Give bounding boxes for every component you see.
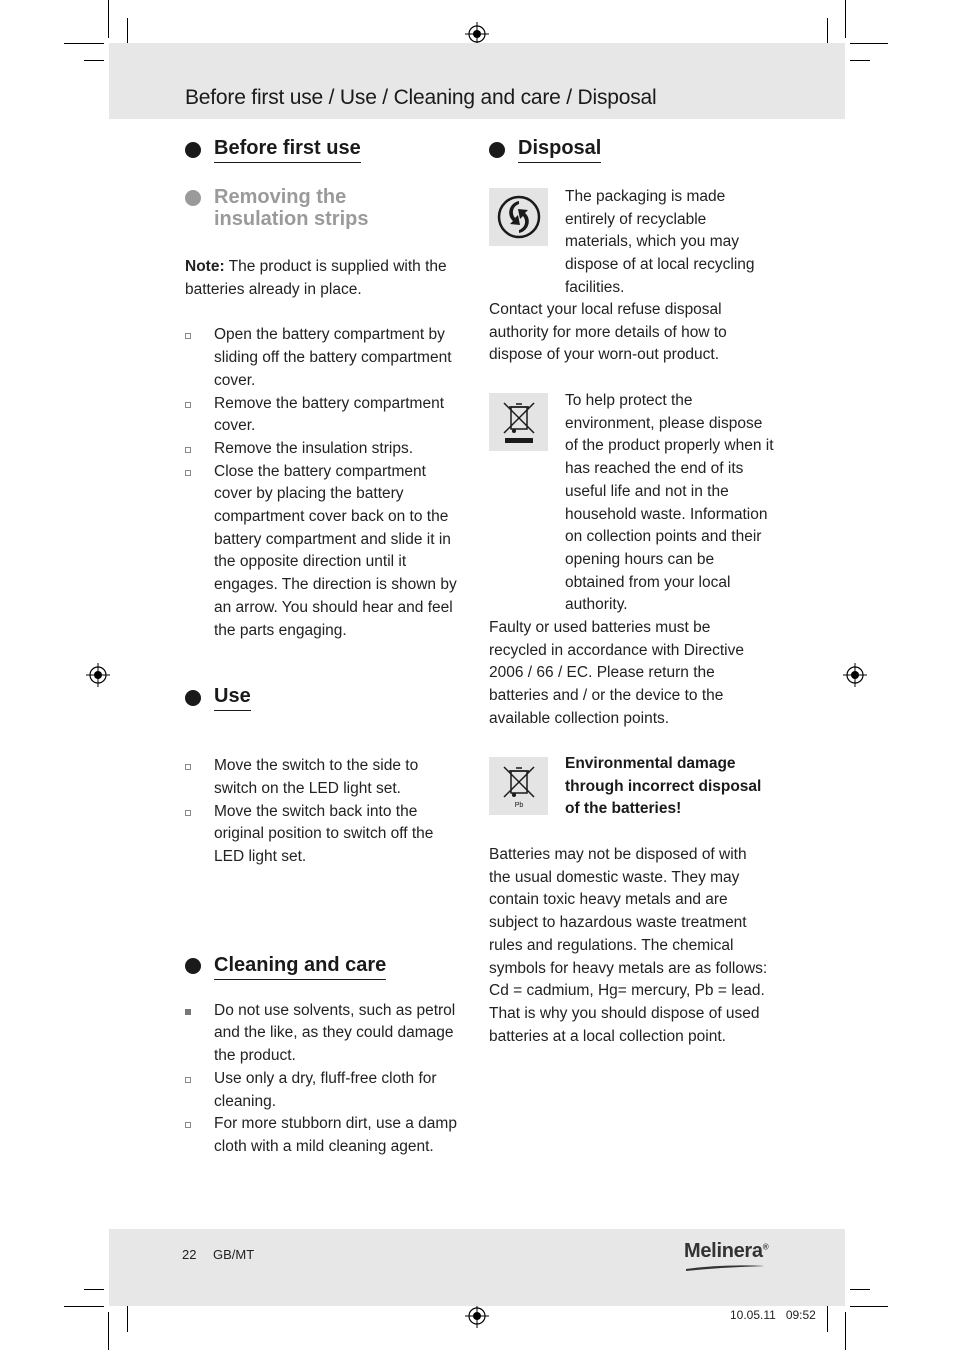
warning-square-icon (185, 1009, 191, 1015)
section-disposal (489, 136, 774, 163)
list-item (185, 1000, 465, 1068)
step-text: Use only a dry, fluff-free cloth for cleaning. (214, 1069, 437, 1110)
language-code: GB/MT (213, 1247, 255, 1262)
crop-mark (850, 43, 888, 44)
right-column (489, 136, 774, 1096)
recycling-icon-box (489, 188, 548, 246)
steps-list (185, 324, 465, 642)
section-use (185, 684, 465, 711)
step-text: Move the switch back into the original position to switch off the LED light set. (214, 802, 434, 866)
brand-swoosh-icon (684, 1262, 768, 1272)
crop-mark (64, 1306, 104, 1307)
subsection-title: Removing the insulation strips (214, 186, 369, 230)
bullet-dot-icon (489, 142, 505, 158)
crop-mark (827, 1302, 828, 1332)
note-text: The product is supplied with the batteries already in place. (185, 258, 447, 298)
crop-mark (108, 1312, 109, 1350)
bullet-dot-icon (185, 190, 201, 206)
crop-mark (850, 60, 870, 61)
list-item (185, 755, 465, 800)
section-title: Cleaning and care (214, 953, 386, 980)
crop-mark (64, 43, 104, 44)
crop-mark (127, 1302, 128, 1332)
registration-mark-icon (86, 663, 110, 687)
section-cleaning (185, 953, 465, 980)
packaging-text: The packaging is made entirely of recyclable materials, which you may dispose of at local recycling facilities. (565, 188, 755, 296)
subsection-removing-strips (185, 186, 465, 230)
battery-warning-text: Environmental damage through incorrect disposal of the batteries! (565, 755, 762, 818)
note-paragraph (185, 256, 465, 301)
crop-mark (845, 1312, 846, 1350)
registration-mark-icon (843, 663, 867, 687)
page-title: Before first use / Use / Cleaning and care / Disposal (185, 86, 657, 109)
bullet-dot-icon (185, 690, 201, 706)
crop-mark (850, 1306, 888, 1307)
step-text: Remove the battery compartment cover. (214, 394, 445, 435)
page-number: 22 (182, 1247, 197, 1262)
section-title: Before first use (214, 136, 361, 163)
brand-name: Melinera (684, 1240, 763, 1262)
battery-icon-box (489, 757, 548, 815)
checkbox-square-icon (185, 333, 191, 339)
step-text: Open the battery compartment by sliding off the battery compartment cover. (214, 326, 452, 389)
list-item (185, 438, 465, 461)
step-text: Move the switch to the side to switch on the LED light set. (214, 757, 419, 797)
step-text: Remove the insulation strips. (214, 439, 414, 457)
section-before-first-use (185, 136, 465, 163)
list-item (185, 393, 465, 438)
crop-mark (108, 0, 109, 38)
list-item (185, 801, 465, 869)
section-title: Use (214, 684, 251, 711)
checkbox-square-icon (185, 447, 191, 453)
list-item (185, 1113, 465, 1158)
checkbox-square-icon (185, 764, 191, 770)
brand-mark: ® (762, 1242, 769, 1252)
list-item (185, 1068, 465, 1113)
checkbox-square-icon (185, 1122, 191, 1128)
bullet-dot-icon (185, 958, 201, 974)
crop-mark (84, 60, 104, 61)
registration-mark-icon (465, 1304, 489, 1328)
step-text: For more stubborn dirt, use a damp cloth with a mild cleaning agent. (214, 1115, 457, 1155)
batteries-paragraph: Faulty or used batteries must be recycled in accordance with Directive 2006 / 66 / EC. Please return the batteries and / or the device to the available collection points. (489, 619, 744, 727)
crop-mark (84, 1289, 104, 1290)
checkbox-square-icon (185, 810, 191, 816)
contact-paragraph: Contact your local refuse disposal authority for more details of how to dispose of your worn-out product. (489, 301, 727, 364)
step-text: Close the battery compartment cover by placing the battery compartment cover back on to the battery compartment and slide it in the opposite direction until it engages. The direction is shown by an arrow. You should hear and feel the parts engaging. (214, 462, 457, 639)
section-title: Disposal (518, 136, 601, 163)
list-item (185, 324, 465, 392)
warning-text: Do not use solvents, such as petrol and the like, as they could damage the product. (214, 1001, 456, 1065)
checkbox-square-icon (185, 402, 191, 408)
crossed-out-battery-bin-icon (499, 763, 539, 809)
crop-mark (850, 1289, 870, 1290)
note-label: Note: (185, 258, 225, 275)
crop-mark (845, 0, 846, 38)
crossed-out-wheelie-bin-icon (499, 399, 539, 445)
green-dot-recycling-icon (497, 195, 541, 239)
brand-logo (684, 1240, 768, 1263)
checkbox-square-icon (185, 470, 191, 476)
heavy-metals-paragraph: Batteries may not be disposed of with the usual domestic waste. They may contain toxic heavy metals and are subject to hazardous waste treatment rules and regulations. The chemical symbols for heavy metals are as follows: Cd = cadmium, Hg= mercury, Pb = lead. That is why you should dispose of used batteries at a local collection point. (489, 846, 768, 1045)
bullet-dot-icon (185, 142, 201, 158)
weee-text: To help protect the environment, please dispose of the product properly when it has reached the end of its useful life and not in the household waste. Information on collection points and their opening hours can be obtained from your local authority. (565, 392, 774, 614)
weee-icon-box (489, 393, 548, 451)
steps-list (185, 755, 465, 869)
pb-symbol-label: Pb (514, 802, 523, 809)
checkbox-square-icon (185, 1077, 191, 1083)
left-column (185, 136, 465, 1159)
print-timestamp: 10.05.11 09:52 (730, 1308, 816, 1322)
list-item (185, 461, 465, 643)
steps-list (185, 1000, 465, 1159)
